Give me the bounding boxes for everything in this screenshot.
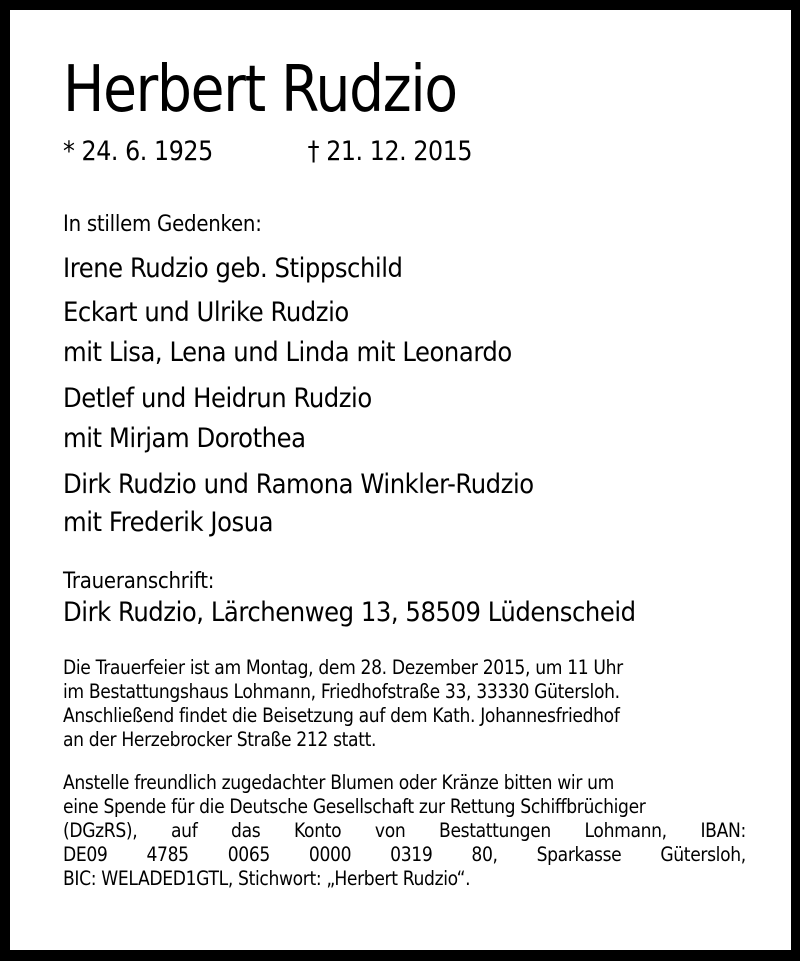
mourner-3-children: mit Mirjam Dorothea bbox=[63, 423, 306, 454]
intro-text: In stillem Gedenken: bbox=[63, 212, 262, 237]
mourner-4-names: Dirk Rudzio und Ramona Winkler-Rudzio bbox=[63, 469, 534, 500]
service-line: Anschließend findet die Beisetzung auf dem Kath. Johannesfriedhof bbox=[63, 704, 620, 727]
obituary-card bbox=[10, 10, 791, 950]
life-dates bbox=[63, 136, 473, 167]
mourner-2-names: Eckart und Ulrike Rudzio bbox=[63, 297, 349, 328]
death-date: † 21. 12. 2015 bbox=[307, 136, 473, 167]
service-line: Die Trauerfeier ist am Montag, dem 28. Dezember 2015, um 11 Uhr bbox=[63, 656, 623, 679]
address-label: Traueranschrift: bbox=[63, 569, 215, 594]
service-line: an der Herzebrocker Straße 212 statt. bbox=[63, 728, 377, 751]
donation-line: BIC: WELADED1GTL, Stichwort: „Herbert Rudzio“. bbox=[63, 867, 471, 890]
birth-date: * 24. 6. 1925 bbox=[63, 136, 213, 167]
mourner-1: Irene Rudzio geb. Stippschild bbox=[63, 253, 403, 284]
donation-line: Anstelle freundlich zugedachter Blumen oder Kränze bitten wir um bbox=[63, 771, 615, 794]
donation-line: eine Spende für die Deutsche Gesellschaft zur Rettung Schiffbrüchiger bbox=[63, 795, 646, 818]
donation-line: (DGzRS), auf das Konto von Bestattungen Lohmann, IBAN: bbox=[63, 819, 746, 842]
donation-line: DE09 4785 0065 0000 0319 80, Sparkasse Gütersloh, bbox=[63, 843, 746, 866]
service-paragraph bbox=[63, 656, 723, 752]
mourner-2-children: mit Lisa, Lena und Linda mit Leonardo bbox=[63, 337, 512, 368]
mourner-4-children: mit Frederik Josua bbox=[63, 507, 274, 538]
donation-paragraph bbox=[63, 771, 746, 891]
mourner-3-names: Detlef und Heidrun Rudzio bbox=[63, 383, 372, 414]
deceased-name: Herbert Rudzio bbox=[63, 53, 457, 127]
address: Dirk Rudzio, Lärchenweg 13, 58509 Lüdenscheid bbox=[63, 597, 636, 628]
service-line: im Bestattungshaus Lohmann, Friedhofstraße 33, 33330 Gütersloh. bbox=[63, 680, 620, 703]
